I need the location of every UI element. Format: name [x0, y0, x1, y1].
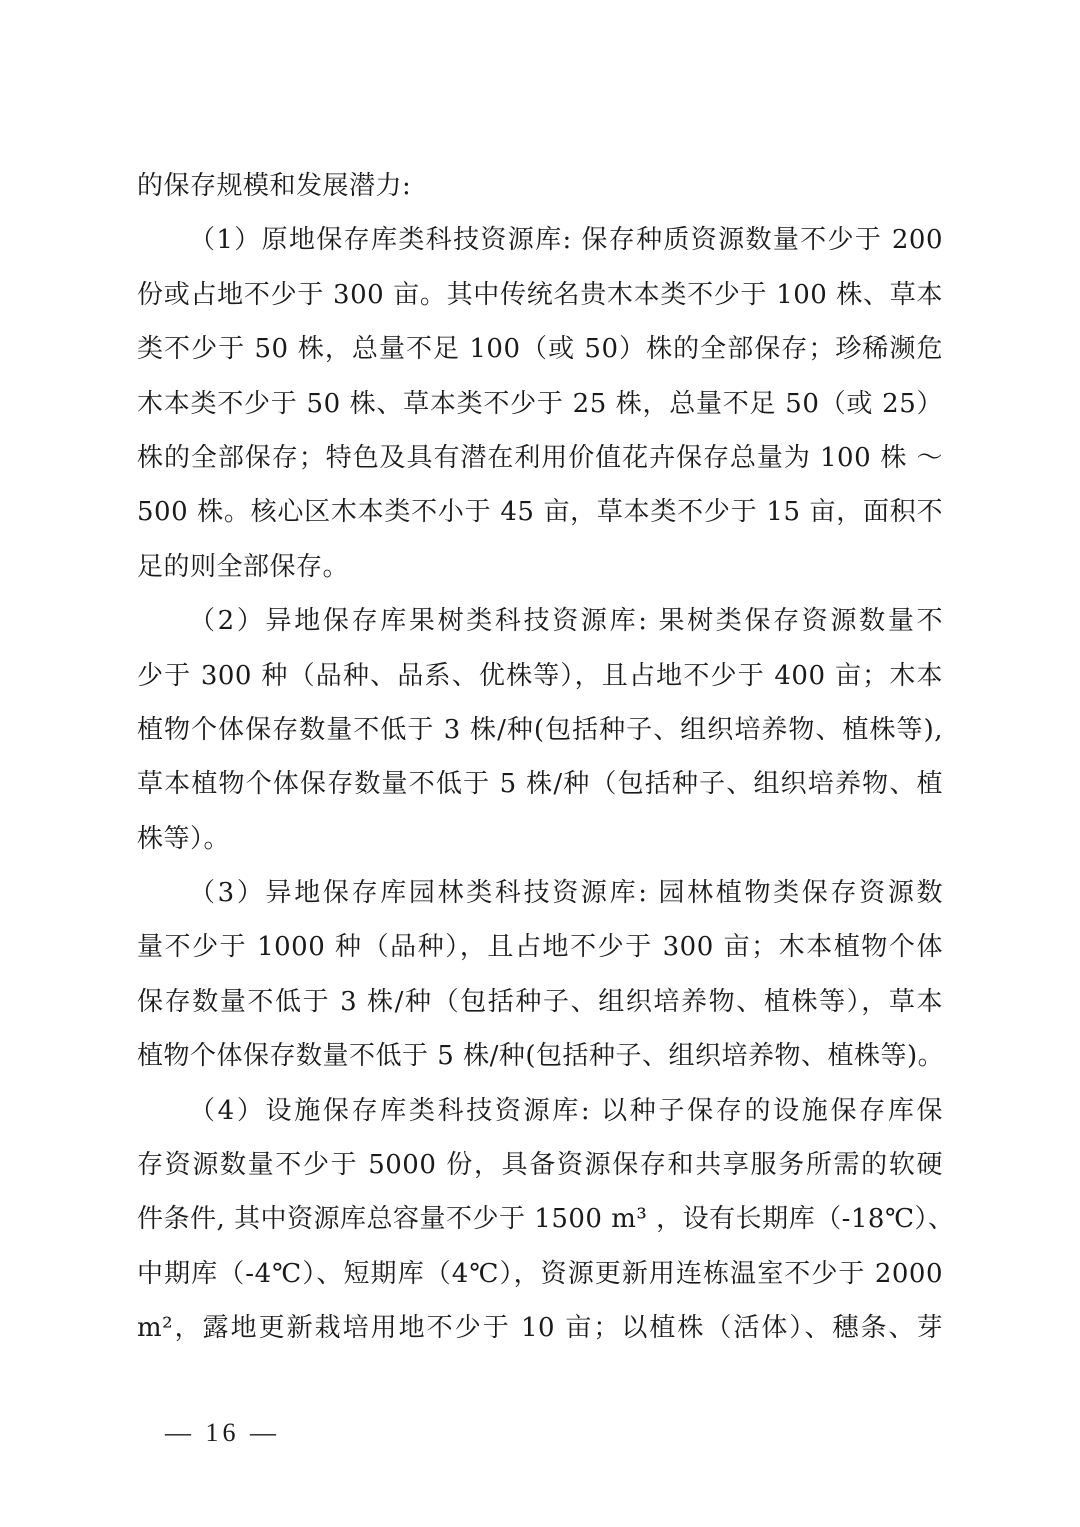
document-body	[137, 166, 955, 1363]
text-line: m²，露地更新栽培用地不少于 10 亩；以植株（活体）、穗条、芽	[137, 1313, 943, 1344]
text-line: 中期库（-4℃）、短期库（4℃），资源更新用连栋温室不少于 2000	[137, 1258, 943, 1289]
text-line: 木本类不少于 50 株、草本类不少于 25 株，总量不足 50（或 25）	[137, 388, 943, 419]
text-line: 保存数量不低于 3 株/种（包括种子、组织培养物、植株等），草本	[137, 986, 943, 1017]
text-line: （3）异地保存库园林类科技资源库: 园林植物类保存资源数	[189, 878, 943, 909]
text-line: 株等）。	[137, 823, 231, 854]
paragraph	[137, 873, 943, 1091]
text-line: 足的则全部保存。	[137, 551, 350, 582]
text-line: 量不少于 1000 种（品种），且占地不少于 300 亩；木本植物个体	[137, 932, 943, 963]
text-line: 类不少于 50 株，总量不足 100（或 50）株的全部保存；珍稀濒危	[137, 334, 943, 365]
text-line: 植物个体保存数量不低于 3 株/种(包括种子、组织培养物、植株等),	[137, 714, 943, 745]
text-line: （1）原地保存库类科技资源库: 保存种质资源数量不少于 200	[189, 225, 943, 256]
text-line: （2）异地保存库果树类科技资源库: 果树类保存资源数量不	[189, 606, 943, 637]
text-line: 件条件, 其中资源库总容量不少于 1500 m³ ，设有长期库（-18℃）、	[137, 1204, 955, 1235]
text-line: 的保存规模和发展潜力:	[137, 171, 412, 201]
text-line: 500 株。核心区木本类不小于 45 亩，草本类不少于 15 亩，面积不	[137, 497, 943, 528]
paragraph	[137, 166, 943, 220]
paragraph	[137, 1091, 955, 1363]
page-number: — 16 —	[165, 1418, 280, 1447]
paragraph	[137, 220, 943, 601]
paragraph	[137, 601, 943, 873]
text-line: 份或占地不少于 300 亩。其中传统名贵木本类不少于 100 株、草本	[137, 279, 943, 310]
text-line: 存资源数量不少于 5000 份，具备资源保存和共享服务所需的软硬	[137, 1150, 943, 1181]
text-line: （4）设施保存库类科技资源库: 以种子保存的设施保存库保	[189, 1095, 943, 1126]
text-line: 少于 300 种（品种、品系、优株等），且占地不少于 400 亩；木本	[137, 660, 943, 691]
text-line: 草本植物个体保存数量不低于 5 株/种（包括种子、组织培养物、植	[137, 769, 943, 800]
text-line: 植物个体保存数量不低于 5 株/种(包括种子、组织培养物、植株等)。	[137, 1041, 945, 1072]
text-line: 株的全部保存；特色及具有潜在利用价值花卉保存总量为 100 株 ～	[137, 442, 943, 473]
